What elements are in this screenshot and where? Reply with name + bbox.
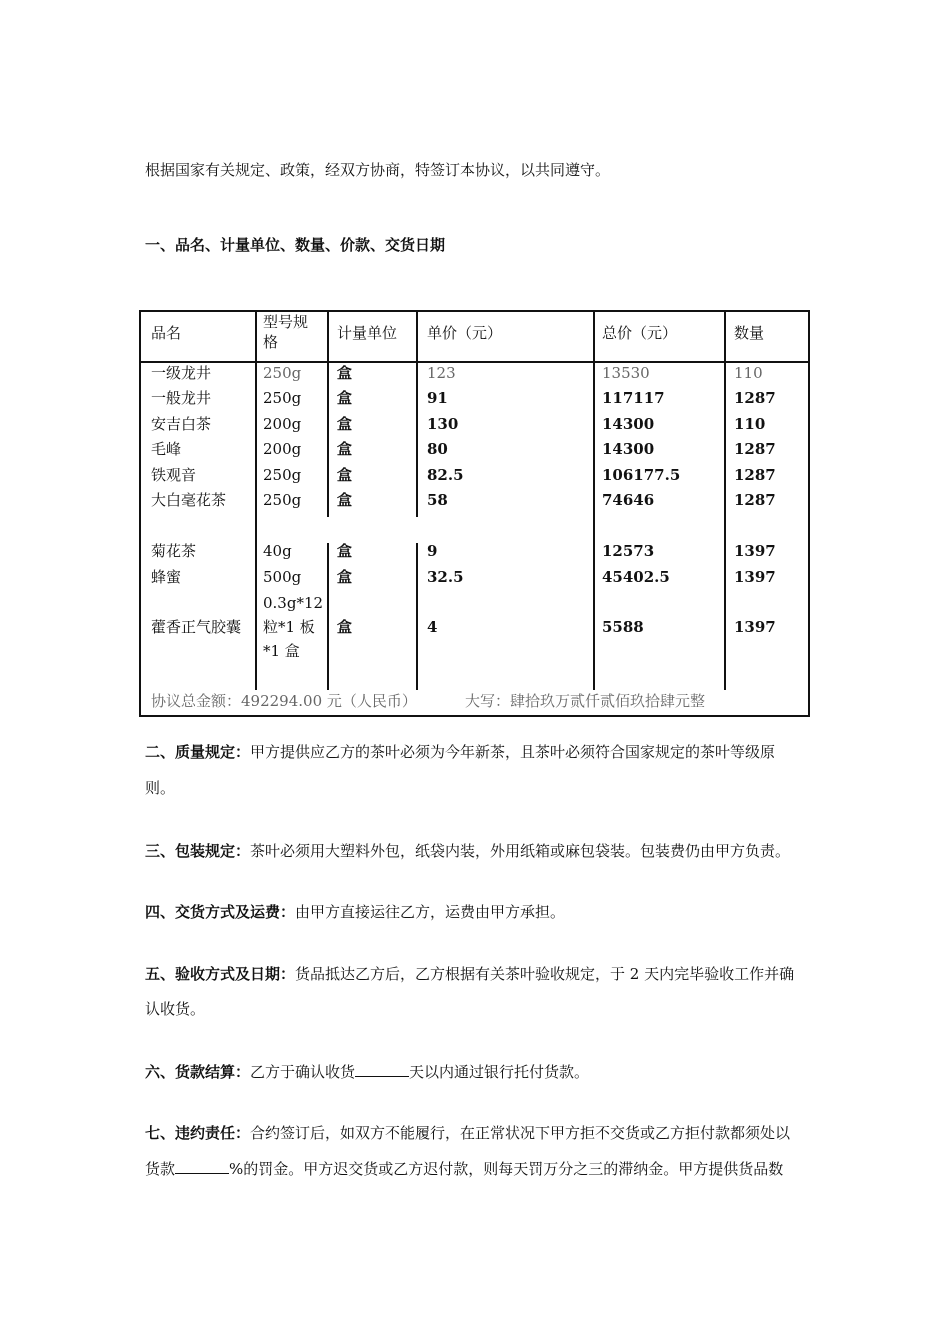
row-2-qty: 1287 bbox=[734, 389, 776, 407]
section-7-text-before: 货款 bbox=[145, 1160, 176, 1178]
row-1-unit: 盒 bbox=[337, 364, 353, 382]
row-2-price: 91 bbox=[427, 389, 448, 407]
section-5-text: 货品抵达乙方后，乙方根据有关茶叶验收规定，于 2 天内完毕验收工作并确 bbox=[295, 965, 795, 983]
row-8-name: 蜂蜜 bbox=[151, 568, 182, 586]
section-5-line-1 bbox=[145, 964, 794, 984]
header-total: 总价（元） bbox=[602, 324, 678, 342]
row-5-qty: 1287 bbox=[734, 466, 776, 484]
row-9-name: 藿香正气胶囊 bbox=[151, 618, 242, 636]
row-6-total: 74646 bbox=[602, 491, 655, 509]
row-9-spec-line-2: 粒*1 板 bbox=[263, 618, 315, 636]
row-5-unit: 盒 bbox=[337, 466, 353, 484]
row-1-qty: 110 bbox=[734, 364, 763, 382]
section-6-label: 六、货款结算： bbox=[145, 1063, 251, 1081]
row-9-spec-line-3: *1 盒 bbox=[263, 642, 300, 660]
row-4-price: 80 bbox=[427, 440, 448, 458]
row-3-total: 14300 bbox=[602, 415, 655, 433]
section-3-line-1 bbox=[145, 841, 790, 861]
section-2-label: 二、质量规定： bbox=[145, 743, 251, 761]
row-1-price: 123 bbox=[427, 364, 456, 382]
row-5-spec: 250g bbox=[263, 466, 302, 484]
col-divider-2-top bbox=[327, 312, 329, 517]
row-4-unit: 盒 bbox=[337, 440, 353, 458]
row-8-total: 45402.5 bbox=[602, 568, 670, 586]
row-4-name: 毛峰 bbox=[151, 440, 182, 458]
row-8-unit: 盒 bbox=[337, 568, 353, 586]
row-7-total: 12573 bbox=[602, 542, 655, 560]
section-6-text-before: 乙方于确认收货 bbox=[250, 1063, 356, 1081]
penalty-percent-blank[interactable] bbox=[175, 1158, 229, 1174]
row-5-total: 106177.5 bbox=[602, 466, 681, 484]
col-divider-3-bottom bbox=[416, 543, 418, 690]
row-3-spec: 200g bbox=[263, 415, 302, 433]
section-7-line-1 bbox=[145, 1123, 790, 1143]
row-4-spec: 200g bbox=[263, 440, 302, 458]
row-3-unit: 盒 bbox=[337, 415, 353, 433]
col-divider-4 bbox=[593, 312, 595, 690]
section-2-line-2: 则。 bbox=[145, 779, 176, 797]
row-9-spec-line-1: 0.3g*12 bbox=[263, 594, 324, 612]
row-7-qty: 1397 bbox=[734, 542, 776, 560]
section-2-line-1 bbox=[145, 742, 775, 762]
col-divider-1 bbox=[255, 312, 257, 690]
row-1-spec: 250g bbox=[263, 364, 302, 382]
section-7-label: 七、违约责任： bbox=[145, 1124, 251, 1142]
section-7-text: 合约签订后，如双方不能履行，在正常状况下甲方拒不交货或乙方拒付款都须处以 bbox=[250, 1124, 791, 1142]
row-4-qty: 1287 bbox=[734, 440, 776, 458]
row-7-unit: 盒 bbox=[337, 542, 353, 560]
section-3-label: 三、包装规定： bbox=[145, 842, 251, 860]
section-2-text: 甲方提供应乙方的茶叶必须为今年新茶，且茶叶必须符合国家规定的茶叶等级原 bbox=[250, 743, 776, 761]
section-3-text: 茶叶必须用大塑料外包，纸袋内装，外用纸箱或麻包袋装。包装费仍由甲方负责。 bbox=[250, 842, 791, 860]
col-divider-2-bottom bbox=[327, 543, 329, 690]
section-1-heading: 一、品名、计量单位、数量、价款、交货日期 bbox=[145, 236, 446, 254]
section-7-text-after: %的罚金。甲方迟交货或乙方迟付款，则每天罚万分之三的滞纳金。甲方提供货品数 bbox=[229, 1160, 784, 1178]
section-4-label: 四、交货方式及运费： bbox=[145, 903, 296, 921]
section-4-text: 由甲方直接运往乙方，运费由甲方承担。 bbox=[295, 903, 566, 921]
row-3-price: 130 bbox=[427, 415, 459, 433]
row-7-price: 9 bbox=[427, 542, 438, 560]
section-5-label: 五、验收方式及日期： bbox=[145, 965, 296, 983]
section-5-line-2: 认收货。 bbox=[145, 1000, 206, 1018]
section-6-line-1 bbox=[145, 1061, 589, 1082]
row-2-unit: 盒 bbox=[337, 389, 353, 407]
product-table bbox=[139, 310, 810, 717]
total-amount-in-words: 大写：肆拾玖万贰仟贰佰玖拾肆元整 bbox=[465, 692, 706, 710]
col-divider-5 bbox=[724, 312, 726, 690]
row-8-price: 32.5 bbox=[427, 568, 464, 586]
row-6-unit: 盒 bbox=[337, 491, 353, 509]
col-divider-3-top bbox=[416, 312, 418, 517]
row-9-price: 4 bbox=[427, 618, 438, 636]
total-amount: 协议总金额：492294.00 元（人民币） bbox=[151, 692, 417, 710]
row-6-name: 大白毫花茶 bbox=[151, 491, 227, 509]
row-5-name: 铁观音 bbox=[151, 466, 197, 484]
header-qty: 数量 bbox=[734, 324, 765, 342]
row-9-total: 5588 bbox=[602, 618, 644, 636]
row-6-price: 58 bbox=[427, 491, 448, 509]
header-divider bbox=[141, 361, 808, 363]
section-4-line-1 bbox=[145, 902, 565, 922]
row-9-unit: 盒 bbox=[337, 618, 353, 636]
row-8-qty: 1397 bbox=[734, 568, 776, 586]
row-1-total: 13530 bbox=[602, 364, 650, 382]
row-4-total: 14300 bbox=[602, 440, 655, 458]
section-6-text-after: 天以内通过银行托付货款。 bbox=[409, 1063, 590, 1081]
header-spec: 型号规格 bbox=[263, 313, 309, 351]
header-unit: 计量单位 bbox=[337, 324, 398, 342]
row-7-name: 菊花茶 bbox=[151, 542, 197, 560]
row-7-spec: 40g bbox=[263, 542, 292, 560]
row-3-qty: 110 bbox=[734, 415, 766, 433]
header-name: 品名 bbox=[151, 324, 182, 342]
row-1-name: 一级龙井 bbox=[151, 364, 212, 382]
row-8-spec: 500g bbox=[263, 568, 302, 586]
row-9-qty: 1397 bbox=[734, 618, 776, 636]
row-5-price: 82.5 bbox=[427, 466, 464, 484]
intro-paragraph: 根据国家有关规定、政策，经双方协商，特签订本协议，以共同遵守。 bbox=[145, 161, 611, 179]
row-2-total: 117117 bbox=[602, 389, 665, 407]
row-6-qty: 1287 bbox=[734, 491, 776, 509]
payment-days-blank[interactable] bbox=[355, 1061, 409, 1077]
row-2-name: 一般龙井 bbox=[151, 389, 212, 407]
section-7-line-2 bbox=[145, 1158, 783, 1179]
row-6-spec: 250g bbox=[263, 491, 302, 509]
row-2-spec: 250g bbox=[263, 389, 302, 407]
row-3-name: 安吉白茶 bbox=[151, 415, 212, 433]
header-price: 单价（元） bbox=[427, 324, 503, 342]
